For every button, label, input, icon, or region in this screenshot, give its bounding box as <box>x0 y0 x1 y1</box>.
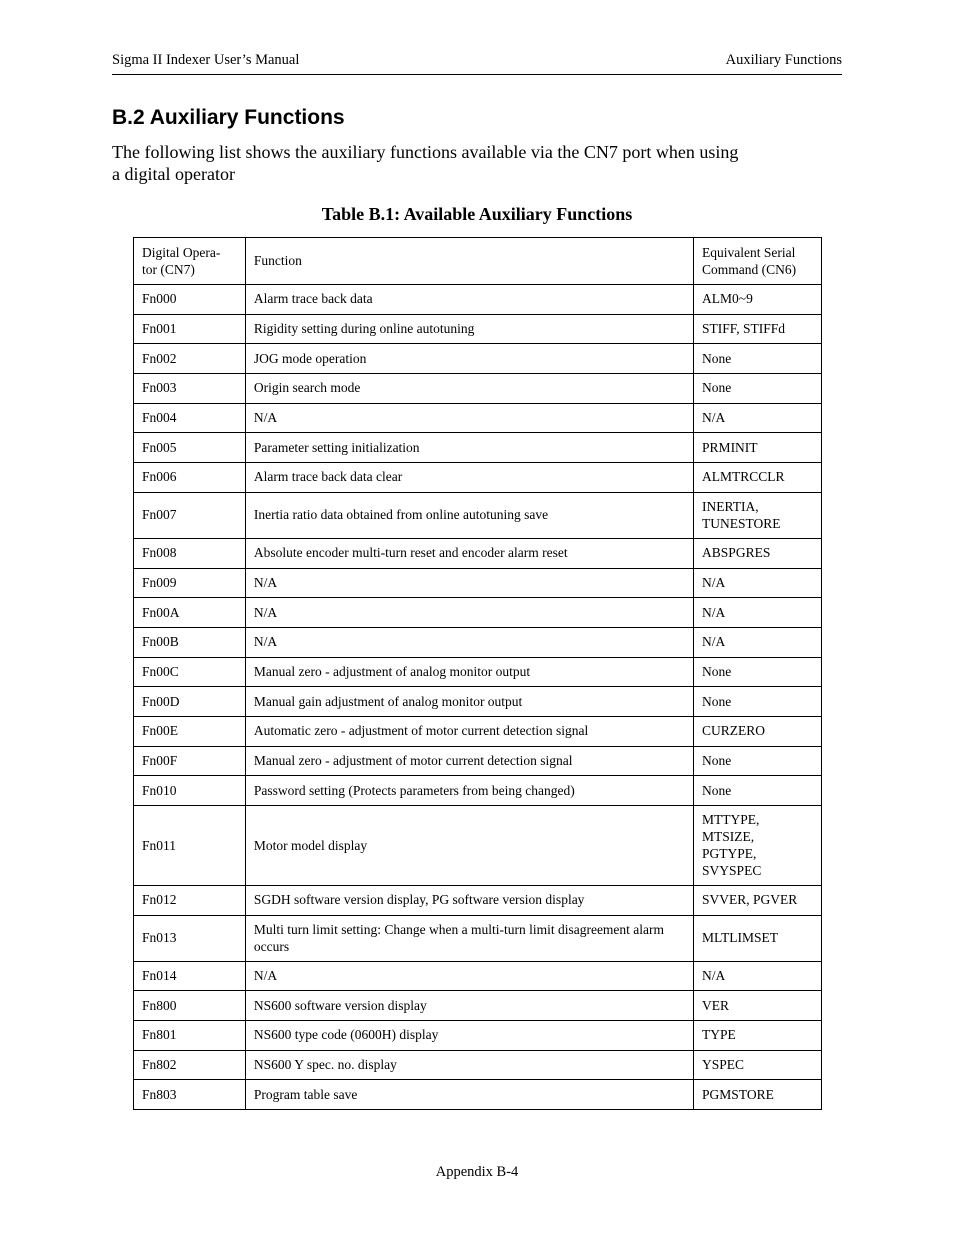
cell-serial-command <box>694 314 822 344</box>
cell-function: Manual zero - adjustment of analog monitor output <box>245 657 693 687</box>
cell-serial-command <box>694 806 822 886</box>
cell-function: Motor model display <box>245 806 693 886</box>
cell-operator-code: Fn00F <box>134 746 246 776</box>
cell-operator-code: Fn002 <box>134 344 246 374</box>
serial-command-line: N/A <box>702 410 726 426</box>
section-title: B.2 Auxiliary Functions <box>112 106 345 129</box>
table-row <box>134 403 822 433</box>
serial-command-line: None <box>702 350 732 366</box>
cell-function: Password setting (Protects parameters from being changed) <box>245 776 693 806</box>
cell-operator-code: Fn00C <box>134 657 246 687</box>
cell-operator-code: Fn000 <box>134 285 246 315</box>
cell-serial-command <box>694 538 822 568</box>
cell-serial-command <box>694 344 822 374</box>
cell-function: Automatic zero - adjustment of motor current detection signal <box>245 716 693 746</box>
cell-operator-code: Fn001 <box>134 314 246 344</box>
header-digital-operator-line1: Digital Opera- <box>142 244 221 260</box>
cell-function: Absolute encoder multi-turn reset and encoder alarm reset <box>245 538 693 568</box>
table-row <box>134 716 822 746</box>
serial-command-line: PGMSTORE <box>702 1086 774 1102</box>
cell-serial-command <box>694 716 822 746</box>
table-row <box>134 886 822 916</box>
serial-command-line: INERTIA, <box>702 498 759 514</box>
serial-command-line: TYPE <box>702 1027 736 1043</box>
serial-command-line: ABSPGRES <box>702 545 771 561</box>
cell-serial-command <box>694 285 822 315</box>
table-row <box>134 746 822 776</box>
header-function: Function <box>245 238 693 285</box>
cell-operator-code: Fn803 <box>134 1080 246 1110</box>
serial-command-line: None <box>702 693 732 709</box>
cell-operator-code: Fn800 <box>134 991 246 1021</box>
table-row <box>134 433 822 463</box>
cell-function: NS600 Y spec. no. display <box>245 1050 693 1080</box>
table-row <box>134 657 822 687</box>
cell-function: JOG mode operation <box>245 344 693 374</box>
cell-operator-code: Fn00D <box>134 687 246 717</box>
cell-operator-code: Fn014 <box>134 961 246 991</box>
cell-function: N/A <box>245 403 693 433</box>
cell-function: Rigidity setting during online autotuning <box>245 314 693 344</box>
table-row <box>134 492 822 538</box>
table-row <box>134 374 822 404</box>
serial-command-line: TUNESTORE <box>702 515 781 531</box>
cell-operator-code: Fn006 <box>134 463 246 493</box>
table-row <box>134 568 822 598</box>
table-row <box>134 627 822 657</box>
header-digital-operator <box>134 238 246 285</box>
serial-command-line: N/A <box>702 968 726 984</box>
table-row <box>134 1021 822 1051</box>
cell-function: Multi turn limit setting: Change when a multi-turn limit disagreement alarm occurs <box>245 915 693 961</box>
intro-line-2: a digital operator <box>112 164 235 184</box>
header-serial-command-line1: Equivalent Serial <box>702 244 796 260</box>
serial-command-line: N/A <box>702 634 726 650</box>
cell-function: Alarm trace back data clear <box>245 463 693 493</box>
table-row <box>134 285 822 315</box>
table-row <box>134 915 822 961</box>
serial-command-line: None <box>702 782 732 798</box>
serial-command-line: MLTLIMSET <box>702 930 779 946</box>
cell-serial-command <box>694 687 822 717</box>
table-row <box>134 961 822 991</box>
cell-serial-command <box>694 374 822 404</box>
header-chapter-title: Auxiliary Functions <box>725 52 842 68</box>
cell-function: N/A <box>245 568 693 598</box>
serial-command-line: None <box>702 380 732 396</box>
table-row <box>134 463 822 493</box>
table-row <box>134 1080 822 1110</box>
cell-serial-command <box>694 1050 822 1080</box>
cell-function: N/A <box>245 627 693 657</box>
serial-command-line: N/A <box>702 604 726 620</box>
cell-serial-command <box>694 492 822 538</box>
page-footer: Appendix B-4 <box>435 1164 519 1180</box>
serial-command-line: SVVER, PGVER <box>702 892 798 908</box>
cell-function: N/A <box>245 598 693 628</box>
serial-command-line: ALMTRCCLR <box>702 469 785 485</box>
cell-operator-code: Fn801 <box>134 1021 246 1051</box>
table-caption: Table B.1: Available Auxiliary Functions <box>321 204 633 224</box>
header-digital-operator-line2: tor (CN7) <box>142 261 195 277</box>
table-row <box>134 598 822 628</box>
table-row <box>134 1050 822 1080</box>
cell-serial-command <box>694 915 822 961</box>
cell-serial-command <box>694 1021 822 1051</box>
cell-operator-code: Fn003 <box>134 374 246 404</box>
serial-command-line: None <box>702 752 732 768</box>
serial-command-line: CURZERO <box>702 723 766 739</box>
cell-serial-command <box>694 403 822 433</box>
cell-serial-command <box>694 886 822 916</box>
cell-operator-code: Fn013 <box>134 915 246 961</box>
cell-function: Parameter setting initialization <box>245 433 693 463</box>
cell-serial-command <box>694 1080 822 1110</box>
serial-command-line: PRMINIT <box>702 439 758 455</box>
serial-command-line: N/A <box>702 574 726 590</box>
table-row <box>134 776 822 806</box>
serial-command-line: STIFF, STIFFd <box>702 321 785 337</box>
serial-command-line: PGTYPE, <box>702 846 757 861</box>
serial-command-line: SVYSPEC <box>702 863 762 878</box>
cell-function: Program table save <box>245 1080 693 1110</box>
cell-serial-command <box>694 463 822 493</box>
table-row <box>134 314 822 344</box>
serial-command-line: ALM0~9 <box>702 291 753 307</box>
cell-function: Manual gain adjustment of analog monitor output <box>245 687 693 717</box>
cell-operator-code: Fn00E <box>134 716 246 746</box>
cell-operator-code: Fn004 <box>134 403 246 433</box>
header-manual-title: Sigma II Indexer User’s Manual <box>112 52 300 68</box>
cell-operator-code: Fn012 <box>134 886 246 916</box>
serial-command-line: YSPEC <box>702 1057 745 1073</box>
table-header-row <box>134 238 822 285</box>
auxiliary-functions-table <box>133 237 822 1110</box>
header-serial-command <box>694 238 822 285</box>
cell-function: SGDH software version display, PG software version display <box>245 886 693 916</box>
cell-serial-command <box>694 568 822 598</box>
cell-function: N/A <box>245 961 693 991</box>
cell-function: Manual zero - adjustment of motor current detection signal <box>245 746 693 776</box>
table-row <box>134 806 822 886</box>
cell-operator-code: Fn008 <box>134 538 246 568</box>
cell-serial-command <box>694 627 822 657</box>
cell-operator-code: Fn005 <box>134 433 246 463</box>
table-row <box>134 991 822 1021</box>
cell-serial-command <box>694 746 822 776</box>
cell-serial-command <box>694 961 822 991</box>
serial-command-line: MTSIZE, <box>702 829 755 844</box>
cell-operator-code: Fn00A <box>134 598 246 628</box>
table-body <box>134 285 822 1110</box>
cell-operator-code: Fn010 <box>134 776 246 806</box>
intro-line-1: The following list shows the auxiliary functions available via the CN7 port when using <box>112 142 739 162</box>
cell-serial-command <box>694 991 822 1021</box>
serial-command-line: MTTYPE, <box>702 812 760 827</box>
intro-paragraph <box>112 141 792 185</box>
cell-operator-code: Fn009 <box>134 568 246 598</box>
cell-function: Inertia ratio data obtained from online autotuning save <box>245 492 693 538</box>
cell-function: Origin search mode <box>245 374 693 404</box>
cell-serial-command <box>694 433 822 463</box>
table-row <box>134 687 822 717</box>
serial-command-line: VER <box>702 997 730 1013</box>
cell-operator-code: Fn007 <box>134 492 246 538</box>
cell-operator-code: Fn00B <box>134 627 246 657</box>
table-row <box>134 344 822 374</box>
cell-serial-command <box>694 598 822 628</box>
running-header <box>112 52 842 75</box>
cell-operator-code: Fn802 <box>134 1050 246 1080</box>
serial-command-line: None <box>702 663 732 679</box>
cell-operator-code: Fn011 <box>134 806 246 886</box>
cell-serial-command <box>694 776 822 806</box>
cell-function: NS600 software version display <box>245 991 693 1021</box>
cell-function: NS600 type code (0600H) display <box>245 1021 693 1051</box>
table-row <box>134 538 822 568</box>
header-serial-command-line2: Command (CN6) <box>702 261 797 277</box>
cell-serial-command <box>694 657 822 687</box>
cell-function: Alarm trace back data <box>245 285 693 315</box>
